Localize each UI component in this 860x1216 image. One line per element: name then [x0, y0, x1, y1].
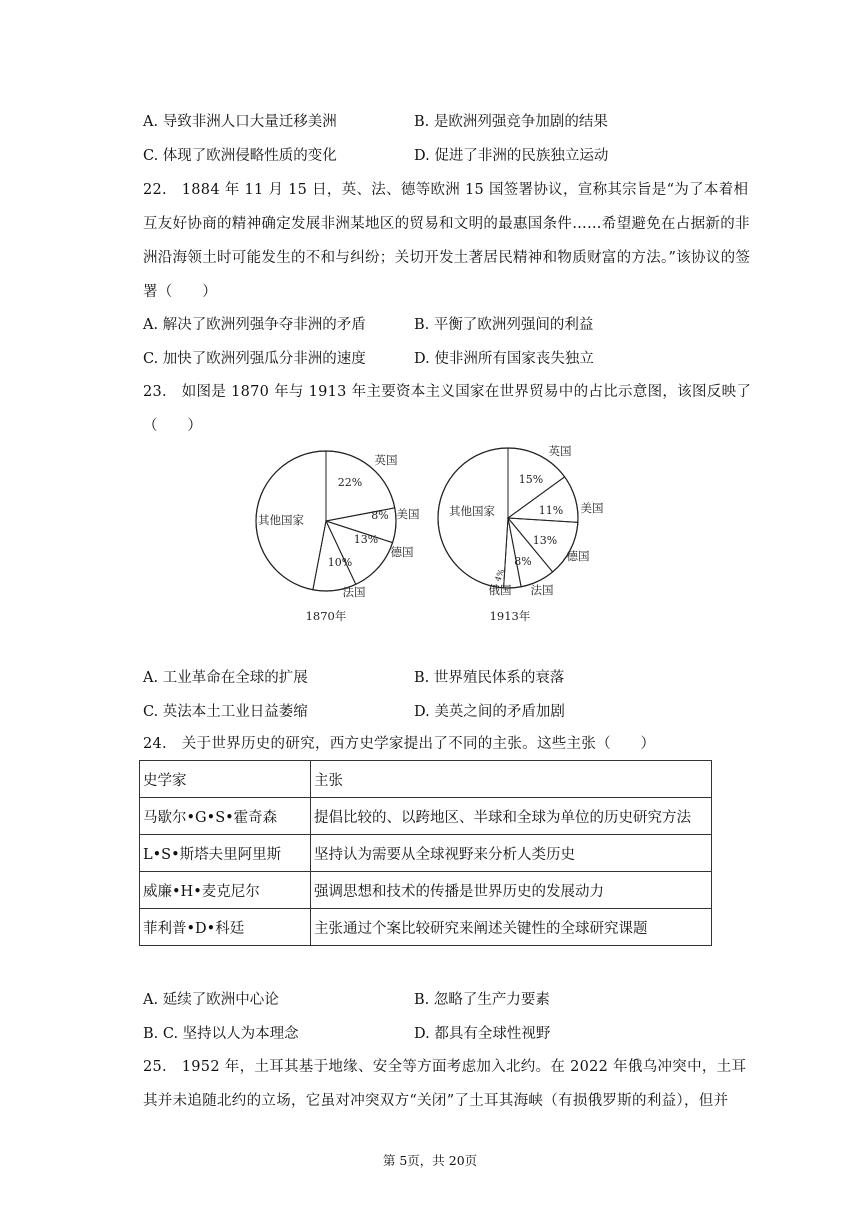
- table-row: [140, 872, 712, 909]
- q21-option-d: D. 促进了非洲的民族独立运动: [414, 148, 609, 164]
- table-row: [140, 835, 712, 872]
- pie-category-label: 德国: [566, 549, 590, 563]
- q22-option-d: D. 使非洲所有国家丧失独立: [414, 351, 594, 367]
- table-cell: 威廉•H•麦克尼尔: [140, 872, 311, 909]
- q24-option-d: D. 都具有全球性视野: [414, 1026, 551, 1042]
- pie-value-label: 8%: [514, 555, 532, 568]
- pie-category-label: 其他国家: [258, 513, 304, 527]
- table-cell: 马歇尔•G•S•霍奇森: [140, 798, 311, 835]
- table-cell: 强调思想和技术的传播是世界历史的发展动力: [311, 872, 712, 909]
- table-header-row: [140, 761, 712, 798]
- historians-table: [139, 760, 712, 946]
- pie-title: 1913年: [489, 609, 531, 623]
- pie-category-label: 美国: [580, 501, 604, 515]
- table-cell: 主张通过个案比较研究来阐述关键性的全球研究课题: [311, 909, 712, 946]
- pie-category-label: 美国: [396, 507, 420, 521]
- pie-category-label: 英国: [374, 453, 398, 467]
- q21-option-b: B. 是欧洲列强竞争加剧的结果: [414, 114, 608, 130]
- pie-value-label: 10%: [327, 556, 353, 569]
- q23-option-a: A. 工业革命在全球的扩展: [143, 670, 308, 686]
- table-cell: L•S•斯塔夫里阿里斯: [140, 835, 311, 872]
- q23-option-b: B. 世界殖民体系的衰落: [414, 670, 565, 686]
- q22-stem: 22. 1884 年 11 月 15 日，英、法、德等欧洲 15 国签署协议，宣称其宗旨是“为了本着相互友好协商的精神确定发展非洲某地区的贸易和文明的最惠国条件……希望避免在占据新的非洲沿海领土时可能发生的不和与纠纷；关切开发土著居民精神和物质财富的方法。”该协议的签署（ ）: [143, 182, 751, 300]
- pie-chart-1870: [256, 451, 420, 623]
- table-cell: 坚持认为需要从全球视野来分析人类历史: [311, 835, 712, 872]
- pie-value-label: 11%: [538, 504, 564, 517]
- pie-category-label: 俄国: [488, 583, 512, 597]
- table-row: [140, 798, 712, 835]
- q25-stem: 25. 1952 年，土耳其基于地缘、安全等方面考虑加入北约。在 2022 年俄乌冲突中，土耳其并未追随北约的立场，它虽对冲突双方“关闭”了土耳其海峡（有损俄罗斯的利益），但并: [143, 1059, 747, 1109]
- pie-category-label: 德国: [390, 545, 414, 559]
- q24-option-c: B. C. 坚持以人为本理念: [143, 1026, 299, 1042]
- table-header-cell: 主张: [311, 761, 712, 798]
- q22-option-c: C. 加快了欧洲列强瓜分非洲的速度: [143, 351, 366, 367]
- trade-share-pie-charts: [240, 436, 630, 632]
- q23-stem: 23. 如图是 1870 年与 1913 年主要资本主义国家在世界贸易中的占比示意图，该图反映了（ ）: [143, 384, 752, 434]
- q23-option-c: C. 英法本土工业日益萎缩: [143, 704, 308, 720]
- table-cell: 提倡比较的、以跨地区、半球和全球为单位的历史研究方法: [311, 798, 712, 835]
- pie-value-label: 4%: [493, 567, 507, 583]
- pie-value-label: 8%: [371, 509, 389, 522]
- page-footer: 第 5页，共 20页: [382, 1153, 478, 1168]
- pie-category-label: 其他国家: [449, 504, 495, 518]
- pie-category-label: 法国: [530, 583, 554, 597]
- q22-option-a: A. 解决了欧洲列强争夺非洲的矛盾: [143, 317, 366, 333]
- q21-option-a: A. 导致非洲人口大量迁移美洲: [143, 114, 337, 130]
- pie-title: 1870年: [305, 609, 347, 623]
- pie-category-label: 英国: [548, 444, 572, 458]
- pie-value-label: 22%: [337, 476, 363, 489]
- pie-slice: [326, 521, 393, 584]
- pie-value-label: 13%: [353, 533, 379, 546]
- pie-value-label: 15%: [518, 473, 544, 486]
- q24-option-b: B. 忽略了生产力要素: [414, 992, 550, 1008]
- q23-option-d: D. 美英之间的矛盾加剧: [414, 704, 565, 720]
- pie-value-label: 13%: [532, 534, 558, 547]
- pie-category-label: 法国: [342, 585, 366, 599]
- table-cell: 菲利普•D•科廷: [140, 909, 311, 946]
- q22-option-b: B. 平衡了欧洲列强间的利益: [414, 317, 594, 333]
- q24-stem: 24. 关于世界历史的研究，西方史学家提出了不同的主张。这些主张（ ）: [143, 736, 656, 752]
- pie-chart-1913: [438, 444, 604, 623]
- table-header-cell: 史学家: [140, 761, 311, 798]
- q21-option-c: C. 体现了欧洲侵略性质的变化: [143, 148, 337, 164]
- table-row: [140, 909, 712, 946]
- q24-option-a: A. 延续了欧洲中心论: [143, 992, 279, 1008]
